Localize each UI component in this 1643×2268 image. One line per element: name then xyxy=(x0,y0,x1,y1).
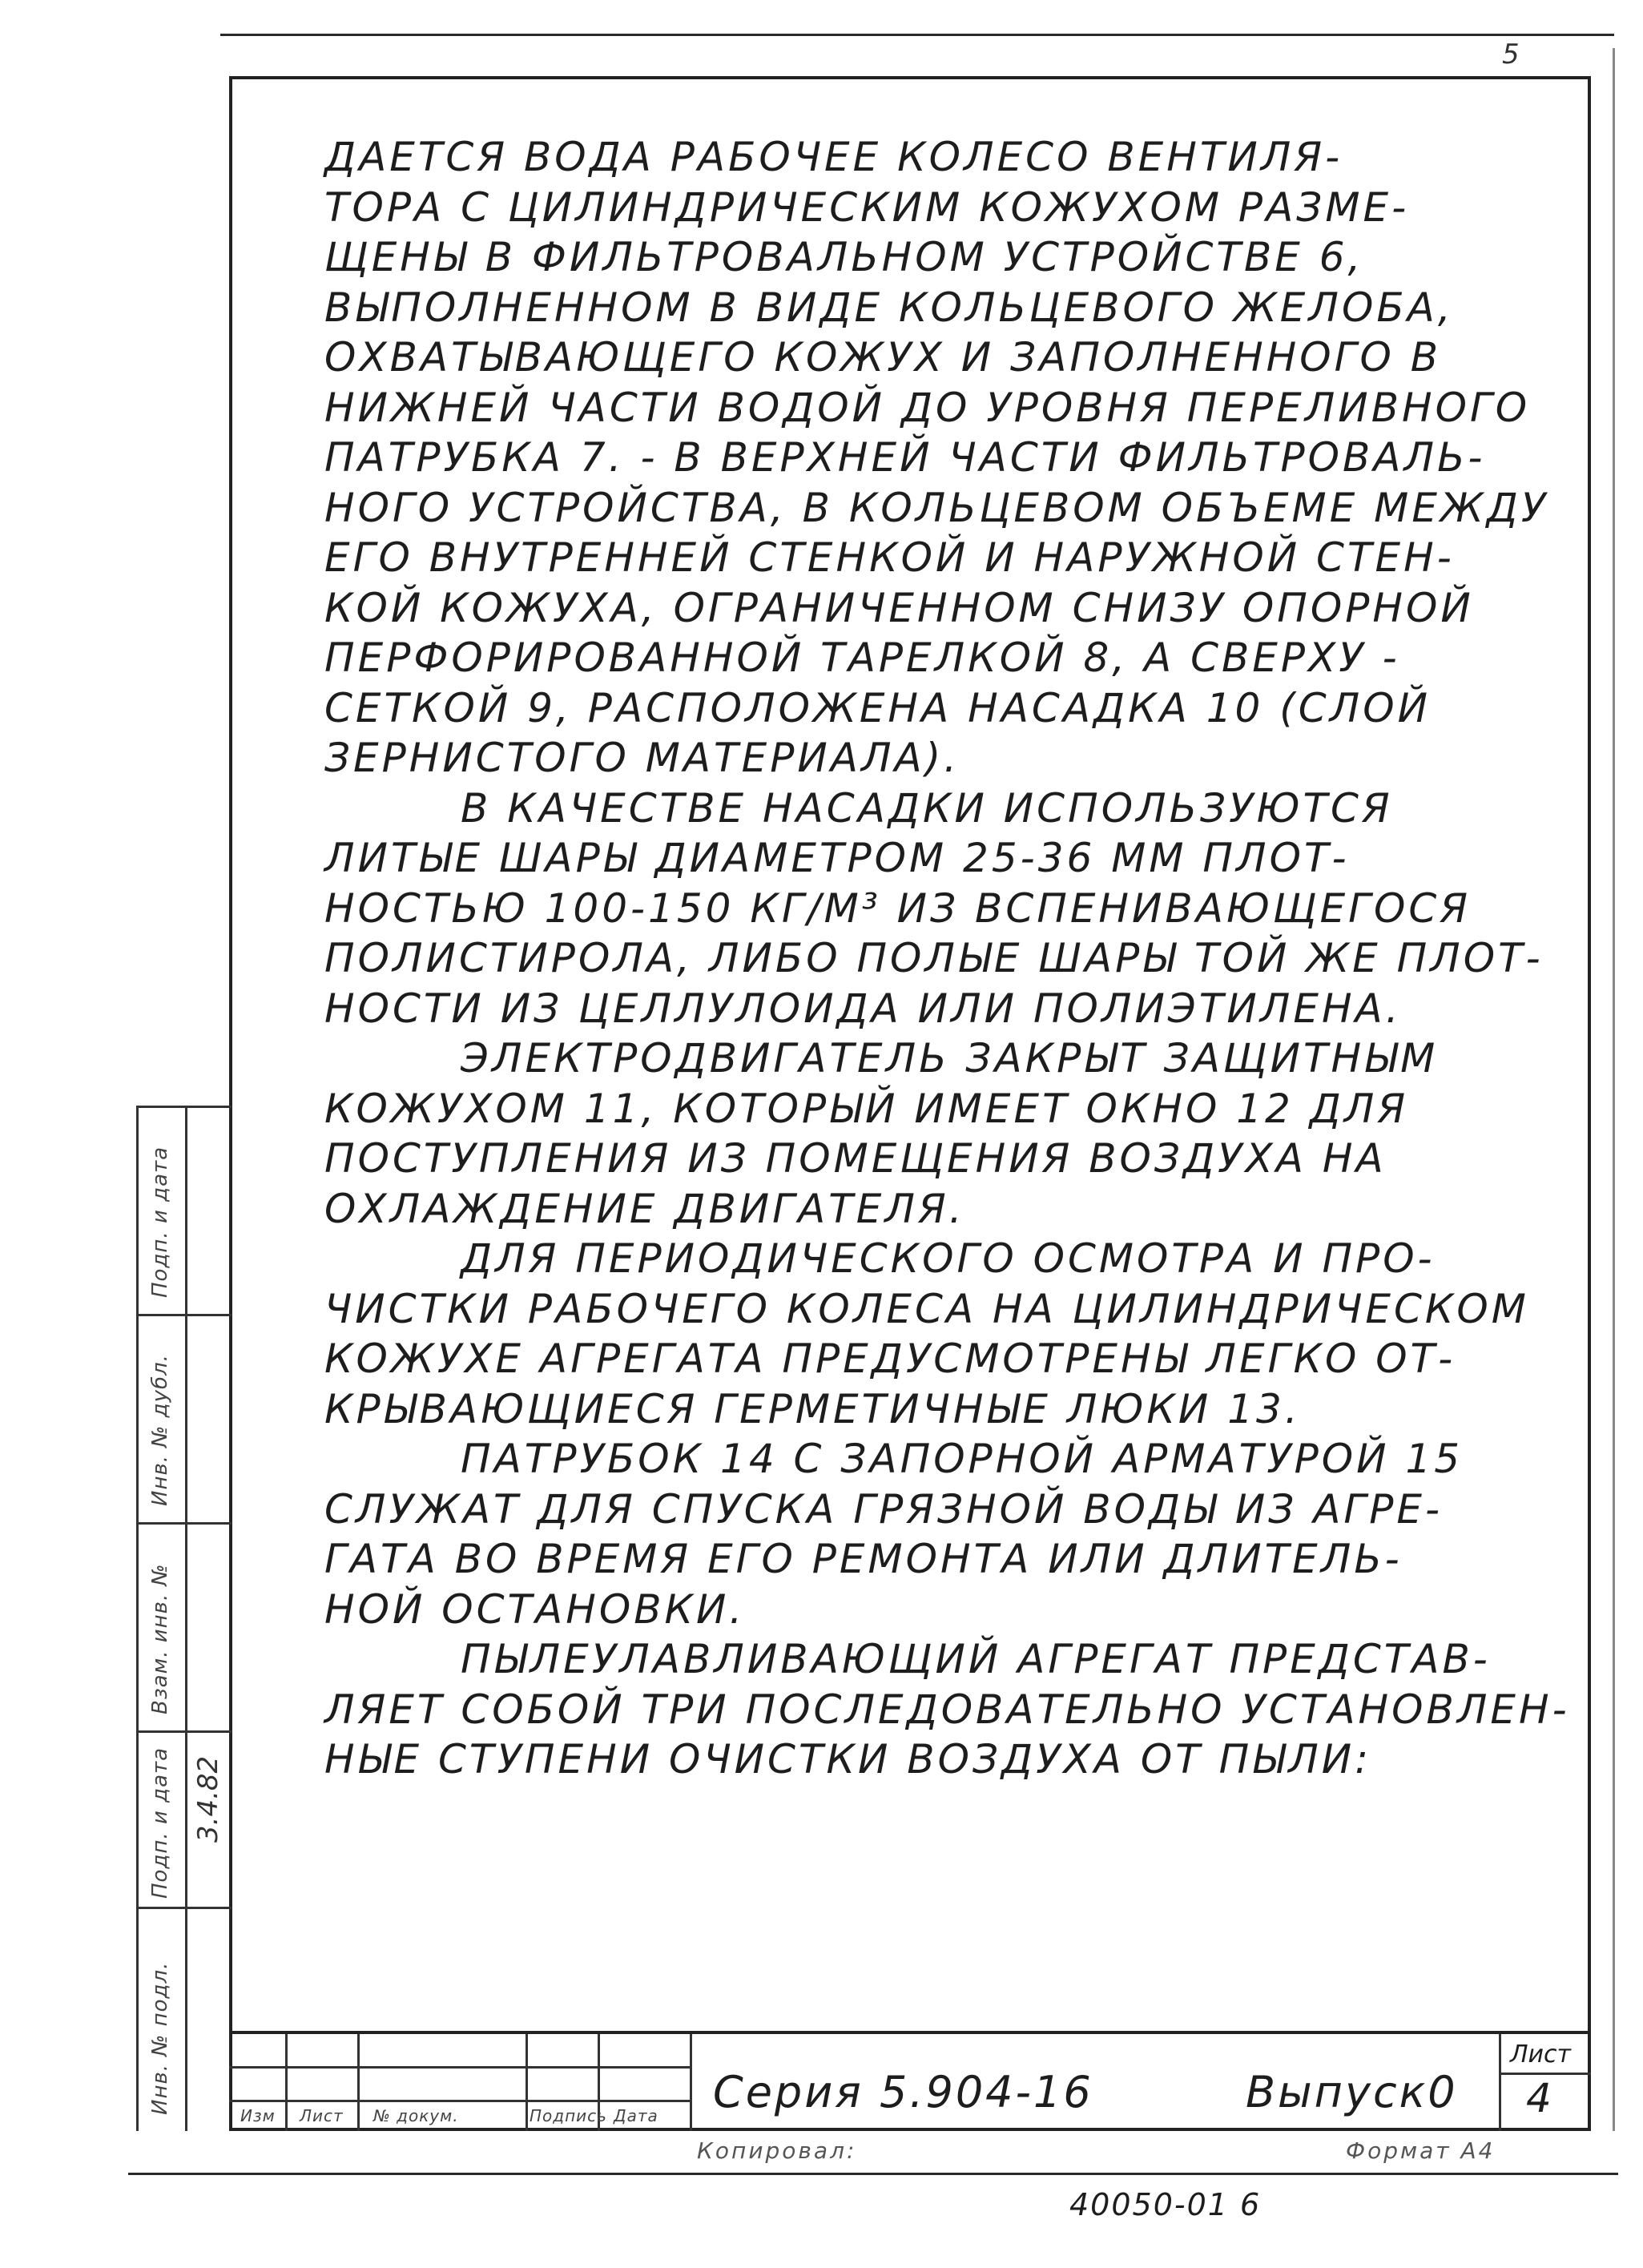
tb-caption-dokum: № докум. xyxy=(373,2106,459,2125)
tb-caption-izm: Изм xyxy=(240,2106,276,2125)
body-text xyxy=(324,132,1570,1785)
text-line: ЧИСТКИ РАБОЧЕГО КОЛЕСА НА ЦИЛИНДРИЧЕСКОМ xyxy=(324,1285,1529,1332)
text-line: ПЫЛЕУЛАВЛИВАЮЩИЙ АГРЕГАТ ПРЕДСТАВ- xyxy=(461,1636,1491,1682)
side-label-podp-data-2: Подп. и дата xyxy=(148,1146,172,1298)
tb-caption-list: Лист xyxy=(300,2106,344,2125)
side-label-podp-data: Подп. и дата xyxy=(148,1746,172,1899)
top-rule xyxy=(220,34,1614,36)
text-line: ПАТРУБКА 7. - В ВЕРХНЕЙ ЧАСТИ ФИЛЬТРОВАЛЬ- xyxy=(324,434,1486,481)
text-line: НОЙ ОСТАНОВКИ. xyxy=(324,1585,746,1633)
text-line: ЗЕРНИСТОГО МАТЕРИАЛА). xyxy=(324,735,960,781)
right-edge-rule xyxy=(1613,48,1615,2131)
text-line: ЕГО ВНУТРЕННЕЙ СТЕНКОЙ И НАРУЖНОЙ СТЕН- xyxy=(324,534,1455,581)
text-line: СЕТКОЙ 9, РАСПОЛОЖЕНА НАСАДКА 10 (СЛОЙ xyxy=(324,684,1431,731)
text-line: В КАЧЕСТВЕ НАСАДКИ ИСПОЛЬЗУЮТСЯ xyxy=(461,784,1393,832)
text-line: НЫЕ СТУПЕНИ ОЧИСТКИ ВОЗДУХА ОТ ПЫЛИ: xyxy=(324,1736,1372,1783)
tb-col-divider xyxy=(526,2034,528,2131)
issue-label: Выпуск0 xyxy=(1246,2067,1458,2117)
series-label: Серия 5.904-16 xyxy=(713,2067,1093,2117)
side-strip-line xyxy=(185,1106,187,2131)
tb-col-divider xyxy=(357,2034,360,2131)
text-line: ОХВАТЫВАЮЩЕГО КОЖУХ И ЗАПОЛНЕННОГО В xyxy=(324,334,1442,381)
sheet-number: 4 xyxy=(1526,2075,1552,2121)
tb-col-divider xyxy=(285,2034,288,2131)
text-line: ДЛЯ ПЕРИОДИЧЕСКОГО ОСМОТРА И ПРО- xyxy=(461,1235,1436,1282)
side-label-vzam-inv: Взам. инв. № xyxy=(148,1563,172,1714)
text-line: КРЫВАЮЩИЕСЯ ГЕРМЕТИЧНЫЕ ЛЮКИ 13. xyxy=(324,1385,1301,1432)
text-line: СЛУЖАТ ДЛЯ СПУСКА ГРЯЗНОЙ ВОДЫ ИЗ АГРЕ- xyxy=(324,1485,1444,1533)
footer-rule xyxy=(128,2173,1618,2175)
text-line: КОЖУХОМ 11, КОТОРЫЙ ИМЕЕТ ОКНО 12 ДЛЯ xyxy=(324,1085,1409,1132)
text-line: ПЕРФОРИРОВАННОЙ ТАРЕЛКОЙ 8, А СВЕРХУ - xyxy=(324,634,1400,681)
tb-caption-podpis: Подпись xyxy=(530,2106,607,2125)
text-line: ПОЛИСТИРОЛА, ЛИБО ПОЛЫЕ ШАРЫ ТОЙ ЖЕ ПЛОТ- xyxy=(324,935,1544,981)
sheet-label: Лист xyxy=(1510,2040,1572,2069)
corner-mark: 5 xyxy=(1502,38,1520,70)
side-strip-divider xyxy=(139,1106,232,1108)
tb-row-divider xyxy=(229,2100,690,2102)
text-line: ПАТРУБОК 14 С ЗАПОРНОЙ АРМАТУРОЙ 15 xyxy=(461,1436,1464,1482)
text-line: НОСТИ ИЗ ЦЕЛЛУЛОИДА ИЛИ ПОЛИЭТИЛЕНА. xyxy=(324,985,1402,1032)
text-line: НИЖНЕЙ ЧАСТИ ВОДОЙ ДО УРОВНЯ ПЕРЕЛИВНОГО xyxy=(324,384,1531,431)
side-date: 3.4.82 xyxy=(192,1755,224,1843)
text-line: ЛИТЫЕ ШАРЫ ДИАМЕТРОМ 25-36 ММ ПЛОТ- xyxy=(324,835,1350,881)
text-line: ЛЯЕТ СОБОЙ ТРИ ПОСЛЕДОВАТЕЛЬНО УСТАНОВЛЕН- xyxy=(324,1686,1570,1733)
text-line: НОСТЬЮ 100-150 КГ/М³ ИЗ ВСПЕНИВАЮЩЕГОСЯ xyxy=(324,884,1472,932)
text-line: НОГО УСТРОЙСТВА, В КОЛЬЦЕВОМ ОБЪЕМЕ МЕЖДУ xyxy=(324,484,1549,531)
side-strip-divider xyxy=(139,1314,232,1316)
footer-code: 40050-01 6 xyxy=(1069,2187,1262,2222)
side-strip-divider xyxy=(139,1730,232,1733)
tb-col-divider xyxy=(690,2034,692,2131)
text-line: ДАЕТСЯ ВОДА РАБОЧЕЕ КОЛЕСО ВЕНТИЛЯ- xyxy=(324,134,1343,180)
tb-col-divider xyxy=(1499,2034,1501,2131)
text-line: ВЫПОЛНЕННОМ В ВИДЕ КОЛЬЦЕВОГО ЖЕЛОБА, xyxy=(324,284,1454,331)
side-label-inv-podl: Инв. № подл. xyxy=(148,1961,172,2115)
side-strip-divider xyxy=(139,1907,232,1909)
footer-copied: Копировал: xyxy=(697,2137,857,2164)
footer-format: Формат А4 xyxy=(1346,2137,1496,2164)
text-line: КОЙ КОЖУХА, ОГРАНИЧЕННОМ СНИЗУ ОПОРНОЙ xyxy=(324,584,1474,631)
text-line: КОЖУХЕ АГРЕГАТА ПРЕДУСМОТРЕНЫ ЛЕГКО ОТ- xyxy=(324,1335,1456,1382)
text-line: ПОСТУПЛЕНИЯ ИЗ ПОМЕЩЕНИЯ ВОЗДУХА НА xyxy=(324,1135,1387,1182)
tb-caption-data: Дата xyxy=(614,2106,658,2125)
text-line: ЩЕНЫ В ФИЛЬТРОВАЛЬНОМ УСТРОЙСТВЕ 6, xyxy=(324,234,1364,280)
text-line: ТОРА С ЦИЛИНДРИЧЕСКИМ КОЖУХОМ РАЗМЕ- xyxy=(324,183,1410,231)
text-line: ЭЛЕКТРОДВИГАТЕЛЬ ЗАКРЫТ ЗАЩИТНЫМ xyxy=(461,1035,1439,1082)
side-strip-divider xyxy=(139,1522,232,1525)
tb-row-divider xyxy=(229,2066,690,2069)
text-line: ГАТА ВО ВРЕМЯ ЕГО РЕМОНТА ИЛИ ДЛИТЕЛЬ- xyxy=(324,1536,1403,1582)
text-line: ОХЛАЖДЕНИЕ ДВИГАТЕЛЯ. xyxy=(324,1185,965,1232)
side-label-inv-dubl: Инв. № дубл. xyxy=(148,1354,172,1506)
